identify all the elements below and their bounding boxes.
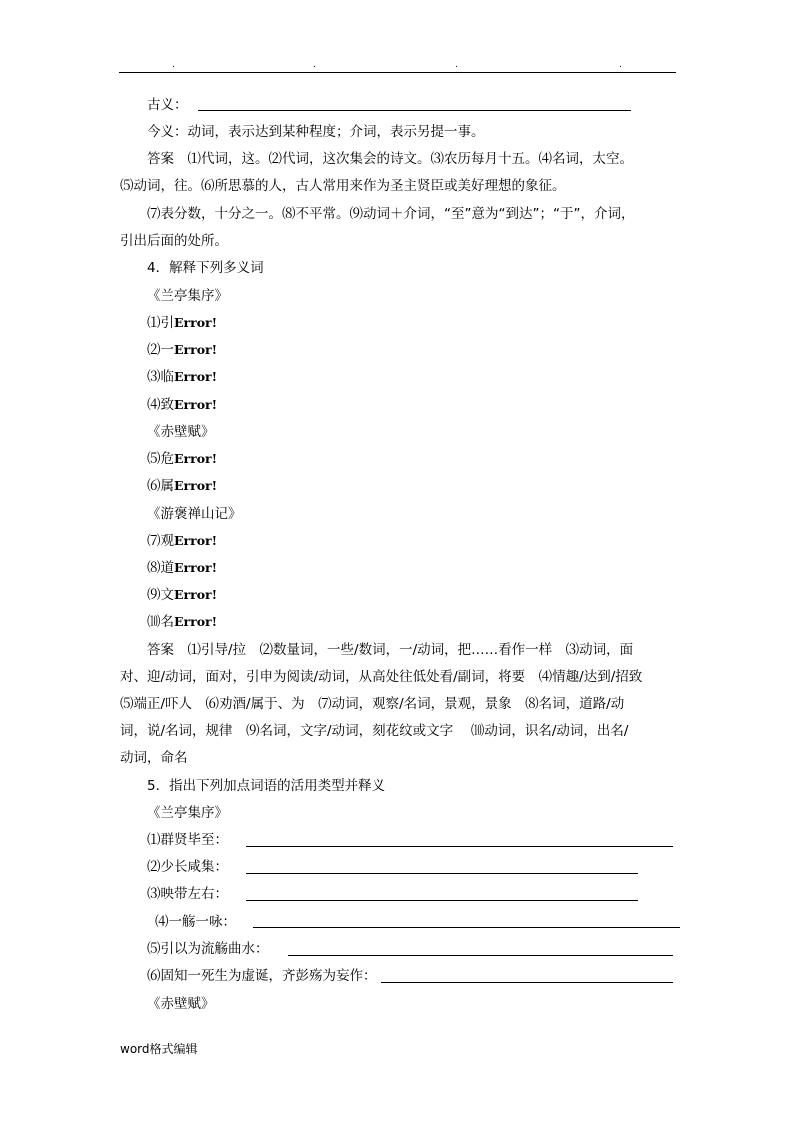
error-field: Error! <box>174 369 218 384</box>
item-label: ⑽名 <box>147 614 174 630</box>
polysemy-item <box>147 612 217 632</box>
polysemy-item <box>147 558 217 578</box>
item-label: ⑺观 <box>147 533 174 549</box>
header-rule <box>119 72 676 73</box>
error-field: Error! <box>174 587 218 602</box>
exercise-item: ⑶映带左右： <box>147 886 228 902</box>
answer-line: ⑸端正/吓人 ⑹劝酒/属于、为 ⑺动词，观察/名词，景观，景象 ⑻名词，道路/动 <box>120 696 625 712</box>
error-field: Error! <box>174 533 218 548</box>
text-title: 《赤壁赋》 <box>147 996 215 1012</box>
item-label: ⑶临 <box>147 369 174 385</box>
error-field: Error! <box>174 397 218 412</box>
header-dot: . <box>455 60 458 70</box>
answer-line: 动词，命名 <box>120 750 188 766</box>
answer-blank[interactable] <box>246 873 638 874</box>
exercise-item: ⑸引以为流觞曲水： <box>147 941 269 957</box>
answer-line: 答案 ⑴代词，这。⑵代词，这次集会的诗文。⑶农历每月十五。⑷名词，太空。 <box>147 151 633 167</box>
answer-blank[interactable] <box>253 927 680 928</box>
item-label: ⑷致 <box>147 397 174 413</box>
answer-blank[interactable] <box>246 846 673 847</box>
polysemy-item <box>147 367 217 387</box>
answer-line: 词，说/名词，规律 ⑼名词，文字/动词，刻花纹或文字 ⑽动词，识名/动词，出名/ <box>120 723 629 739</box>
error-field: Error! <box>174 560 218 575</box>
error-field: Error! <box>174 315 218 330</box>
answer-line: ⑺表分数，十分之一。⑻不平常。⑼动词＋介词，“至”意为“到达”；“于”，介词， <box>147 206 635 222</box>
item-label: ⑼文 <box>147 587 174 603</box>
ancient-meaning-label: 古义： <box>147 97 188 113</box>
polysemy-item <box>147 449 217 469</box>
polysemy-item <box>147 395 217 415</box>
answer-blank[interactable] <box>288 955 673 956</box>
exercise-item: ⑷一觞一咏： <box>155 914 236 930</box>
item-label: ⑵一 <box>147 342 174 358</box>
item-label: ⑸危 <box>147 451 174 467</box>
error-field: Error! <box>174 614 218 629</box>
page-footer: word格式编辑 <box>120 1042 198 1056</box>
text-title: 《兰亭集序》 <box>147 805 228 821</box>
error-field: Error! <box>174 478 218 493</box>
polysemy-item <box>147 476 217 496</box>
item-label: ⑴引 <box>147 315 174 331</box>
section-heading: 4．解释下列多义词 <box>147 260 264 276</box>
header-dot: . <box>619 60 622 70</box>
modern-meaning: 今义：动词，表示达到某种程度；介词，表示另提一事。 <box>147 124 485 140</box>
answer-line: 对、迎/动词，面对，引申为阅读/动词，从高处往低处看/副词，将要 ⑷情趣/达到/招致 <box>120 669 643 685</box>
text-title: 《赤壁赋》 <box>147 424 215 440</box>
exercise-item: ⑴群贤毕至： <box>147 832 228 848</box>
answer-blank <box>198 110 631 111</box>
answer-blank[interactable] <box>246 900 638 901</box>
text-title: 《游褒禅山记》 <box>147 506 242 522</box>
section-heading: 5．指出下列加点词语的活用类型并释义 <box>147 778 386 794</box>
item-label: ⑻道 <box>147 560 174 576</box>
header-dot: . <box>172 60 175 70</box>
exercise-item: ⑹固知一死生为虚诞，齐彭殇为妄作： <box>147 968 377 984</box>
exercise-item: ⑵少长咸集： <box>147 859 228 875</box>
header-dot: . <box>313 60 316 70</box>
polysemy-item <box>147 531 217 551</box>
text-title: 《兰亭集序》 <box>147 288 228 304</box>
error-field: Error! <box>174 451 218 466</box>
answer-blank[interactable] <box>381 982 673 983</box>
polysemy-item <box>147 585 217 605</box>
answer-line: 引出后面的处所。 <box>120 233 228 249</box>
answer-line: ⑸动词，往。⑹所思慕的人，古人常用来作为圣主贤臣或美好理想的象征。 <box>120 178 566 194</box>
error-field: Error! <box>174 342 218 357</box>
polysemy-item <box>147 313 217 333</box>
answer-line: 答案 ⑴引导/拉 ⑵数量词，一些/数词，一/动词，把……看作一样 ⑶动词，面 <box>147 642 634 658</box>
polysemy-item <box>147 340 217 360</box>
item-label: ⑹属 <box>147 478 174 494</box>
